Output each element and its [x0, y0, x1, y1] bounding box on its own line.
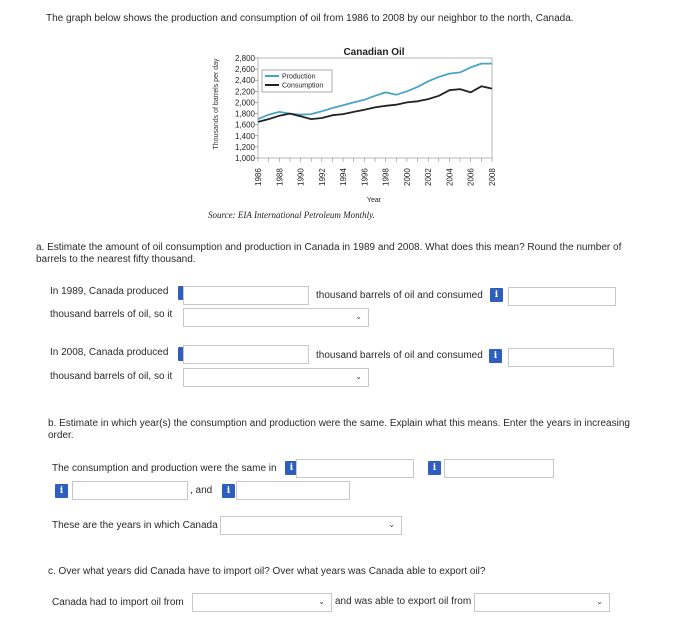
a-row2-suffix: thousand barrels of oil, so it [50, 371, 173, 382]
a-2008-production-input[interactable] [183, 345, 309, 364]
y-tick-label: 2,000 [234, 98, 255, 108]
b-line1: The consumption and production were the same in [52, 463, 277, 474]
x-tick-label: 1992 [317, 168, 327, 186]
a-row1-suffix: thousand barrels of oil, so it [50, 309, 173, 320]
gridlines [258, 158, 492, 162]
y-tick-label: 2,400 [234, 76, 255, 86]
y-axis-ticks [235, 54, 258, 163]
info-icon[interactable]: i [222, 484, 235, 498]
y-tick-label: 1,200 [234, 142, 255, 152]
a-row1-mid: thousand barrels of oil and consumed [316, 290, 483, 301]
x-tick-label: 2006 [466, 168, 476, 186]
info-icon[interactable]: i [55, 484, 68, 498]
x-tick-label: 2000 [402, 168, 412, 186]
y-tick-label: 1,000 [234, 154, 255, 163]
a-row2-mid: thousand barrels of oil and consumed [316, 350, 483, 361]
c-mid: and was able to export oil from [335, 596, 472, 607]
b-year1-input[interactable] [296, 459, 414, 478]
a-1989-meaning-select[interactable] [183, 308, 369, 327]
chevron-down-icon: ⌄ [318, 597, 325, 606]
x-tick-label: 2004 [445, 168, 455, 186]
c-import-select[interactable] [192, 593, 332, 612]
y-tick-label: 1,800 [234, 109, 255, 119]
part-b-question: b. Estimate in which year(s) the consumption and production were the same. Explain what this means. Enter the years in increasing order. [48, 418, 630, 441]
x-tick-label: 1996 [360, 168, 370, 186]
a-row2-prefix: In 2008, Canada produced [50, 347, 169, 358]
info-icon[interactable]: i [490, 288, 503, 302]
b-year4-input[interactable] [236, 481, 350, 500]
y-tick-label: 1,400 [234, 131, 255, 141]
a-row1-prefix: In 1989, Canada produced [50, 286, 169, 297]
b-line2: These are the years in which Canada [52, 520, 218, 531]
info-icon[interactable]: i [285, 461, 298, 475]
x-axis-ticks [254, 168, 497, 186]
x-tick-label: 1998 [381, 168, 391, 186]
a-1989-production-input[interactable] [183, 286, 309, 305]
b-year3-input[interactable] [72, 481, 188, 500]
part-a-question: a. Estimate the amount of oil consumption and production in Canada in 1989 and 2008. What does this mean? Round the number of barrels to the nearest fifty thousand. [36, 242, 622, 265]
x-tick-label: 1990 [296, 168, 306, 186]
c-export-select[interactable] [474, 593, 610, 612]
info-icon[interactable]: i [489, 349, 502, 363]
y-tick-label: 2,600 [234, 65, 255, 75]
b-meaning-select[interactable] [220, 516, 402, 535]
x-tick-label: 2002 [424, 168, 434, 186]
legend-consumption: Consumption [282, 82, 324, 90]
legend-production: Production [282, 73, 316, 81]
x-tick-label: 1994 [339, 168, 349, 186]
c-prefix: Canada had to import oil from [52, 597, 184, 608]
y-tick-label: 2,200 [234, 87, 255, 97]
chevron-down-icon: ⌄ [355, 312, 362, 321]
b-year2-input[interactable] [444, 459, 554, 478]
chevron-down-icon: ⌄ [355, 372, 362, 381]
b-and: , and [190, 485, 213, 496]
y-tick-label: 2,800 [234, 54, 255, 63]
chart-title: Canadian Oil [343, 47, 405, 58]
x-tick-label: 1988 [275, 168, 285, 186]
part-c-question: c. Over what years did Canada have to import oil? Over what years was Canada able to export oil? [48, 566, 486, 577]
chart-ylabel: Thousands of barrels per day [213, 58, 220, 150]
x-tick-label: 2008 [488, 168, 497, 186]
info-icon[interactable]: i [428, 461, 441, 475]
x-tick-label: 1986 [254, 168, 263, 186]
a-2008-consumption-input[interactable] [508, 348, 614, 367]
a-2008-meaning-select[interactable] [183, 368, 369, 387]
y-tick-label: 1,600 [234, 120, 255, 130]
intro-text: The graph below shows the production and consumption of oil from 1986 to 2008 by our neighbor to the north, Canada. [46, 13, 574, 24]
a-1989-consumption-input[interactable] [508, 287, 616, 306]
chart-xlabel: Year [366, 197, 382, 204]
chevron-down-icon: ⌄ [596, 597, 603, 606]
chevron-down-icon: ⌄ [388, 520, 395, 529]
chart-source: Source: EIA International Petroleum Monthly. [208, 210, 375, 220]
